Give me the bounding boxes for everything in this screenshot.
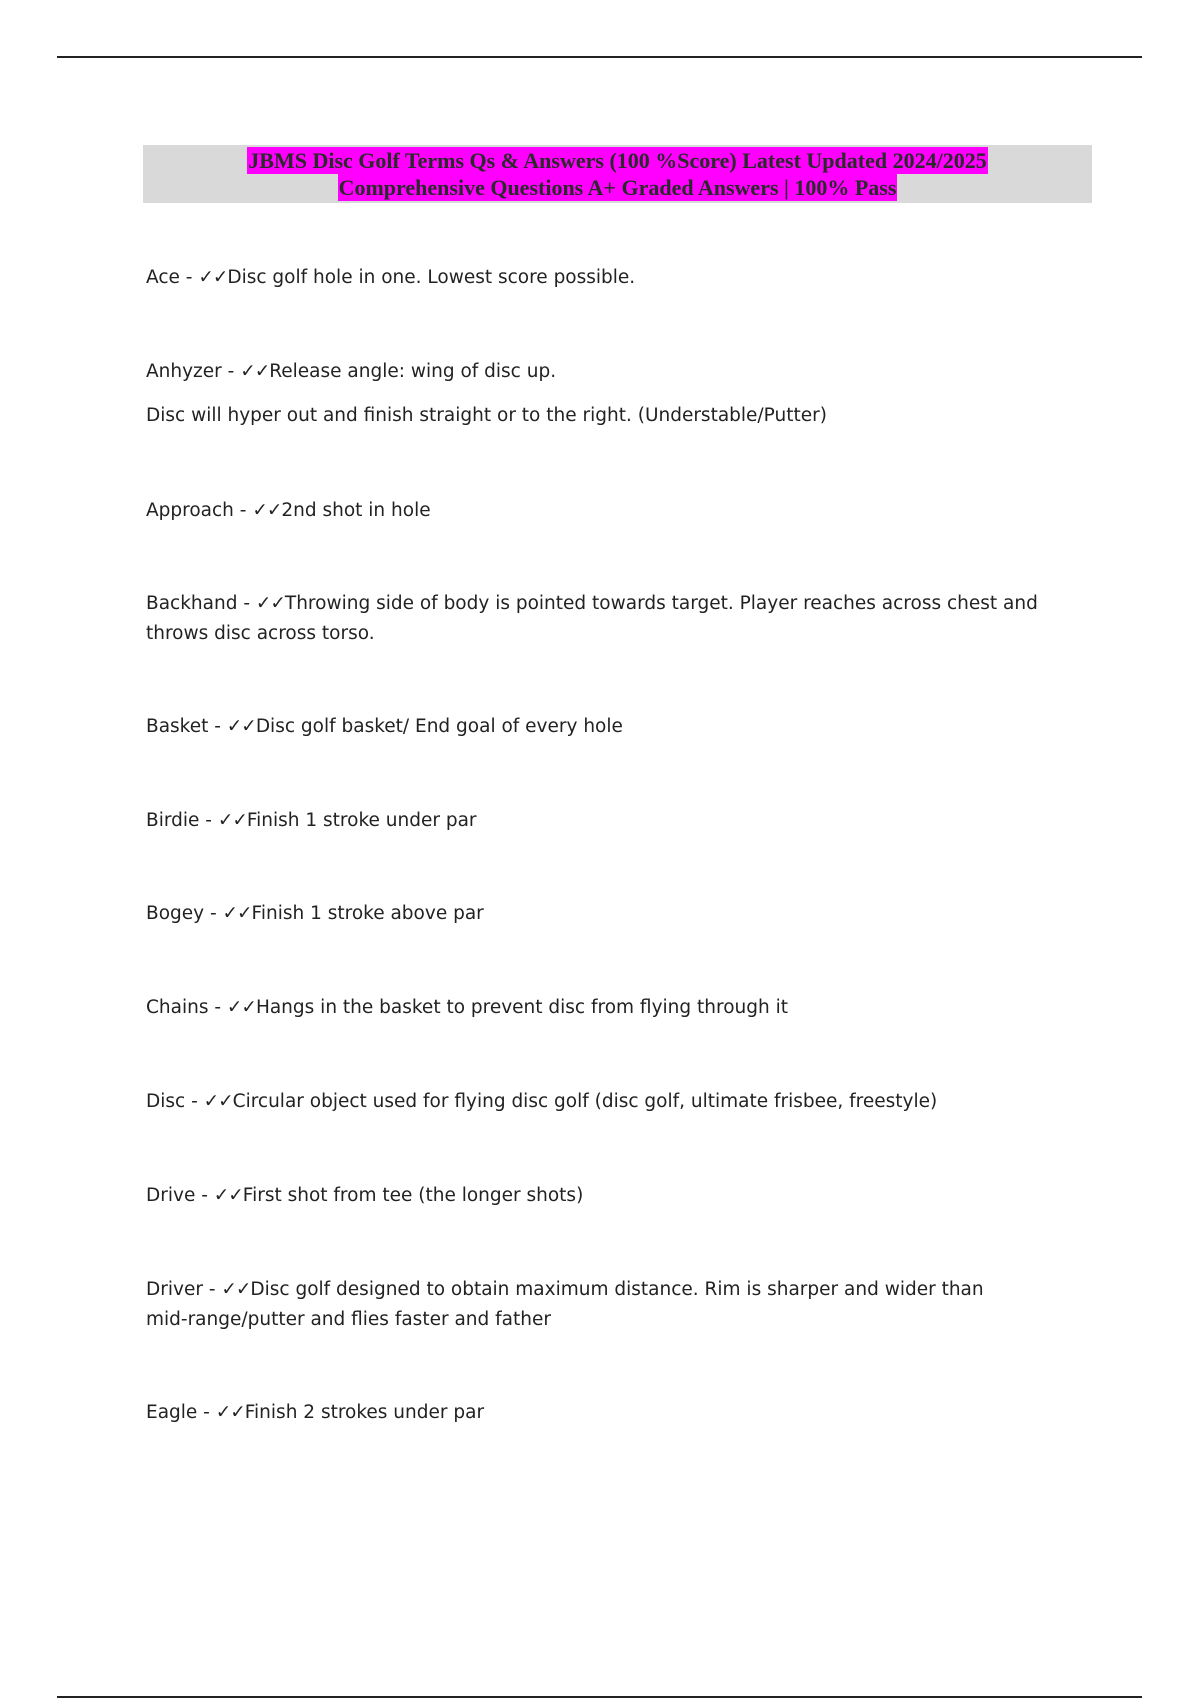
term-entry-disc [146, 1087, 1096, 1117]
term-definition: First shot from tee (the longer shots) [242, 1185, 584, 1206]
term-entry-bogey [146, 899, 1096, 929]
term-definition: Release angle: wing of disc up. [269, 361, 557, 382]
double-check-icon: ✓✓ [217, 810, 247, 831]
term-definition: Disc golf hole in one. Lowest score possible. [227, 267, 636, 288]
term-definition: Finish 1 stroke under par [246, 810, 477, 831]
separator: - [237, 593, 256, 614]
separator: - [221, 361, 241, 382]
term-entry-approach [146, 496, 1096, 526]
term-definition: 2nd shot in hole [281, 500, 431, 521]
term-label: Drive [146, 1185, 196, 1206]
term-entry-chains [146, 993, 1096, 1023]
term-definition: Hangs in the basket to prevent disc from flying through it [255, 997, 788, 1018]
term-label: Disc [146, 1091, 186, 1112]
term-entry-eagle [146, 1398, 1096, 1428]
double-check-icon: ✓✓ [215, 1402, 245, 1423]
separator: - [185, 1091, 204, 1112]
separator: - [179, 267, 199, 288]
entry-line [146, 357, 1096, 387]
entry-line [146, 263, 1096, 293]
double-check-icon: ✓✓ [226, 716, 256, 737]
separator: - [208, 716, 227, 737]
term-entry-drive [146, 1181, 1096, 1211]
separator: - [197, 1402, 216, 1423]
term-label: Chains [146, 997, 209, 1018]
double-check-icon: ✓✓ [221, 1279, 251, 1300]
document-title [143, 145, 1092, 203]
term-entry-driver [146, 1275, 1026, 1335]
term-definition: Finish 1 stroke above par [251, 903, 484, 924]
bottom-rule [57, 1696, 1142, 1698]
term-label: Basket [146, 716, 209, 737]
term-label: Anhyzer [146, 361, 222, 382]
double-check-icon: ✓✓ [240, 361, 270, 382]
entry-line [146, 899, 1096, 929]
title-line-2: Comprehensive Questions A+ Graded Answers | 100% Pass [338, 175, 897, 200]
term-definition: Disc golf basket/ End goal of every hole [255, 716, 623, 737]
entry-line [146, 589, 1096, 649]
entry-line [146, 1398, 1096, 1428]
entry-line [146, 1275, 1026, 1335]
entry-line [146, 1087, 1096, 1117]
entry-line [146, 806, 1096, 836]
double-check-icon: ✓✓ [252, 500, 282, 521]
double-check-icon: ✓✓ [213, 1185, 243, 1206]
double-check-icon: ✓✓ [255, 593, 285, 614]
term-definition: Circular object used for flying disc golf (disc golf, ultimate frisbee, freestyle) [232, 1091, 938, 1112]
double-check-icon: ✓✓ [203, 1091, 233, 1112]
separator: - [199, 810, 218, 831]
term-label: Driver [146, 1279, 203, 1300]
term-label: Backhand [146, 593, 238, 614]
term-label: Bogey [146, 903, 205, 924]
double-check-icon: ✓✓ [222, 903, 252, 924]
term-definition-extra: Disc will hyper out and finish straight or to the right. (Understable/Putter) [146, 405, 827, 426]
term-label: Ace [146, 267, 180, 288]
entry-line [146, 496, 1096, 526]
separator: - [202, 1279, 222, 1300]
top-rule [57, 56, 1142, 58]
entry-line [146, 712, 1096, 742]
term-label: Approach [146, 500, 234, 521]
entry-line [146, 1181, 1096, 1211]
term-entry-ace [146, 263, 1096, 293]
term-definition: Throwing side of body is pointed towards target. Player reaches across chest and throws disc across torso. [146, 593, 1038, 644]
entry-line [146, 993, 1096, 1023]
term-entry-birdie [146, 806, 1096, 836]
separator: - [195, 1185, 214, 1206]
term-entry-backhand [146, 589, 1096, 649]
separator: - [208, 997, 227, 1018]
separator: - [233, 500, 253, 521]
term-label: Eagle [146, 1402, 198, 1423]
term-entry-basket [146, 712, 1096, 742]
double-check-icon: ✓✓ [226, 997, 256, 1018]
term-label: Birdie [146, 810, 200, 831]
double-check-icon: ✓✓ [198, 267, 228, 288]
term-definition: Disc golf designed to obtain maximum distance. Rim is sharper and wider than mid-range/putter and flies faster and father [146, 1279, 984, 1330]
term-entry-anhyzer [146, 357, 1096, 431]
title-line-1: JBMS Disc Golf Terms Qs & Answers (100 %Score) Latest Updated 2024/2025 [248, 148, 987, 173]
term-definition: Finish 2 strokes under par [244, 1402, 485, 1423]
separator: - [204, 903, 223, 924]
